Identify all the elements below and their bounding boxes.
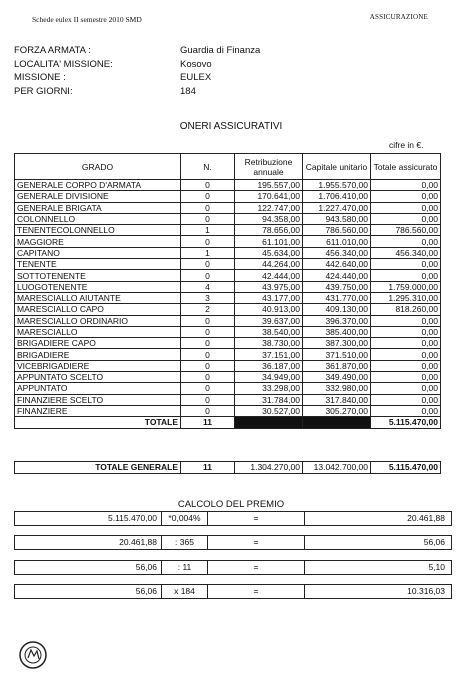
info-label: LOCALITA' MISSIONE: (14, 58, 113, 70)
insurance-table (14, 153, 441, 429)
grado-cell: VICEBRIGADIERE (15, 360, 181, 371)
stamp-logo (18, 640, 48, 670)
table-row (15, 191, 441, 202)
count-cell: 0 (181, 213, 235, 224)
retribuzione-cell: 45.634,00 (235, 247, 303, 258)
retribuzione-cell: 38.540,00 (235, 326, 303, 337)
calc-equals: = (208, 512, 305, 525)
capitale-cell: 332.980,00 (303, 383, 371, 394)
grand-total-retribuzione: 1.304.270,00 (235, 462, 303, 474)
unit-note: cifre in €. (389, 140, 424, 150)
total-value: 5.115.470,00 (371, 417, 441, 428)
grado-cell: APPUNTATO SCELTO (15, 372, 181, 383)
capitale-cell: 431.770,00 (303, 292, 371, 303)
info-row (14, 44, 260, 58)
table-row (15, 259, 441, 270)
table-row (15, 315, 441, 326)
info-label: FORZA ARMATA : (14, 45, 91, 56)
count-cell: 0 (181, 338, 235, 349)
table-row (15, 213, 441, 224)
info-row (14, 85, 260, 99)
document-header-right: ASSICURAZIONE (369, 13, 428, 21)
grado-cell: FINANZIERE SCELTO (15, 394, 181, 405)
calc-equals: = (208, 585, 305, 598)
capitale-cell: 1.706.410,00 (303, 191, 371, 202)
count-cell: 0 (181, 191, 235, 202)
retribuzione-cell: 30.527,00 (235, 405, 303, 416)
capitale-cell: 424.440,00 (303, 270, 371, 281)
column-header: GRADO (15, 154, 181, 180)
table-header-row (15, 154, 441, 180)
totale-cell: 1.759.000,00 (371, 281, 441, 292)
calc-row (14, 584, 452, 599)
total-count: 11 (181, 417, 235, 428)
column-header: Totale assicurato (371, 154, 441, 180)
table-row (15, 247, 441, 258)
info-value: EULEX (180, 72, 212, 83)
totale-cell: 0,00 (371, 259, 441, 270)
calc-title: CALCOLO DEL PREMIO (177, 499, 285, 510)
grado-cell: GENERALE DIVISIONE (15, 191, 181, 202)
table-row (15, 304, 441, 315)
grand-total-row (15, 462, 441, 474)
grand-total-label: TOTALE GENERALE (15, 462, 181, 474)
totale-cell: 0,00 (371, 383, 441, 394)
count-cell: 0 (181, 259, 235, 270)
table-row (15, 360, 441, 371)
grado-cell: MARESCIALLO (15, 326, 181, 337)
capitale-cell: 396.370,00 (303, 315, 371, 326)
capitale-cell: 943.580,00 (303, 213, 371, 224)
grado-cell: GENERALE BRIGATA (15, 202, 181, 213)
info-value: Kosovo (180, 58, 212, 70)
calc-result: 20.461,88 (407, 513, 445, 523)
count-cell: 0 (181, 383, 235, 394)
retribuzione-cell: 61.101,00 (235, 236, 303, 247)
table-row (15, 225, 441, 236)
count-cell: 0 (181, 405, 235, 416)
grado-cell: COLONNELLO (15, 213, 181, 224)
capitale-cell: 409.130,00 (303, 304, 371, 315)
document-header-left: Schede eulex II semestre 2010 SMD (32, 15, 142, 24)
table-row (15, 372, 441, 383)
table-row (15, 281, 441, 292)
mission-info (14, 44, 260, 98)
count-cell: 0 (181, 326, 235, 337)
calc-operator: *0,004% (162, 512, 208, 525)
retribuzione-cell: 195.557,00 (235, 180, 303, 191)
grado-cell: TENENTECOLONNELLO (15, 225, 181, 236)
capitale-cell: 442.640,00 (303, 259, 371, 270)
retribuzione-cell: 39.637,00 (235, 315, 303, 326)
totale-cell: 0,00 (371, 213, 441, 224)
retribuzione-cell: 43.975,00 (235, 281, 303, 292)
column-header: Capitale unitario (303, 154, 371, 180)
retribuzione-cell: 43.177,00 (235, 292, 303, 303)
retribuzione-cell: 34.949,00 (235, 372, 303, 383)
retribuzione-cell: 78.656,00 (235, 225, 303, 236)
section-title: ONERI ASSICURATIVI (179, 121, 283, 132)
calc-operator: : 365 (162, 536, 208, 549)
count-cell: 0 (181, 180, 235, 191)
retribuzione-cell: 38.730,00 (235, 338, 303, 349)
grado-cell: MARESCIALLO CAPO (15, 304, 181, 315)
grado-cell: TENENTE (15, 259, 181, 270)
count-cell: 4 (181, 281, 235, 292)
grado-cell: MAGGIORE (15, 236, 181, 247)
info-row (14, 58, 260, 72)
totale-cell: 0,00 (371, 372, 441, 383)
capitale-cell: 317.840,00 (303, 394, 371, 405)
table-row (15, 326, 441, 337)
table-row (15, 394, 441, 405)
capitale-cell: 786.560,00 (303, 225, 371, 236)
totale-cell: 818.260,00 (371, 304, 441, 315)
count-cell: 0 (181, 270, 235, 281)
info-row (14, 71, 260, 85)
grado-cell: LUOGOTENENTE (15, 281, 181, 292)
table-row (15, 405, 441, 416)
totale-cell: 0,00 (371, 338, 441, 349)
calc-row (14, 560, 452, 575)
table-row (15, 270, 441, 281)
totale-cell: 786.560,00 (371, 225, 441, 236)
capitale-cell: 371.510,00 (303, 349, 371, 360)
grand-total-totale: 5.115.470,00 (371, 462, 441, 474)
column-header: N. (181, 154, 235, 180)
grand-total-count: 11 (181, 462, 235, 474)
capitale-cell: 305.270,00 (303, 405, 371, 416)
calc-row (14, 511, 452, 526)
count-cell: 1 (181, 247, 235, 258)
totale-cell: 0,00 (371, 180, 441, 191)
table-row (15, 180, 441, 191)
calc-operand: 56,06 (15, 561, 162, 574)
table-row (15, 236, 441, 247)
table-row (15, 202, 441, 213)
capitale-cell: 456.340,00 (303, 247, 371, 258)
grand-total-table (14, 461, 441, 474)
grado-cell: MARESCIALLO ORDINARIO (15, 315, 181, 326)
totale-cell: 0,00 (371, 191, 441, 202)
capitale-cell: 361.870,00 (303, 360, 371, 371)
grado-cell: BRIGADIERE CAPO (15, 338, 181, 349)
capitale-cell: 387.300,00 (303, 338, 371, 349)
table-row (15, 338, 441, 349)
grado-cell: MARESCIALLO AIUTANTE (15, 292, 181, 303)
count-cell: 0 (181, 236, 235, 247)
totale-cell: 456.340,00 (371, 247, 441, 258)
calc-operand: 20.461,88 (15, 536, 162, 549)
calc-operator: : 11 (162, 561, 208, 574)
capitale-cell: 349.490,00 (303, 372, 371, 383)
calc-row (14, 535, 452, 550)
grado-cell: CAPITANO (15, 247, 181, 258)
total-row (15, 417, 441, 428)
totale-cell: 0,00 (371, 394, 441, 405)
capitale-cell: 1.227.470,00 (303, 202, 371, 213)
grado-cell: APPUNTATO (15, 383, 181, 394)
grado-cell: GENERALE CORPO D'ARMATA (15, 180, 181, 191)
count-cell: 0 (181, 372, 235, 383)
table-row (15, 292, 441, 303)
totale-cell: 0,00 (371, 270, 441, 281)
retribuzione-cell: 44.264,00 (235, 259, 303, 270)
capitale-cell: 611.010,00 (303, 236, 371, 247)
grado-cell: FINANZIERE (15, 405, 181, 416)
info-value: 184 (180, 85, 196, 97)
total-label: TOTALE (15, 417, 181, 428)
calc-result: 56,06 (423, 537, 445, 547)
count-cell: 0 (181, 202, 235, 213)
totale-cell: 0,00 (371, 360, 441, 371)
count-cell: 1 (181, 225, 235, 236)
totale-cell: 0,00 (371, 236, 441, 247)
info-label: PER GIORNI: (14, 85, 73, 97)
grado-cell: SOTTOTENENTE (15, 270, 181, 281)
totale-cell: 0,00 (371, 315, 441, 326)
retribuzione-cell: 42.444,00 (235, 270, 303, 281)
count-cell: 2 (181, 304, 235, 315)
calc-operand: 56,06 (15, 585, 162, 598)
calc-result: 10.316,03 (407, 586, 445, 596)
info-value: Guardia di Finanza (180, 45, 261, 56)
count-cell: 0 (181, 349, 235, 360)
table-row (15, 383, 441, 394)
capitale-cell: 439.750,00 (303, 281, 371, 292)
retribuzione-cell: 40.913,00 (235, 304, 303, 315)
retribuzione-cell: 122.747,00 (235, 202, 303, 213)
count-cell: 3 (181, 292, 235, 303)
grado-cell: BRIGADIERE (15, 349, 181, 360)
count-cell: 0 (181, 394, 235, 405)
grand-total-capitale: 13.042.700,00 (303, 462, 371, 474)
capitale-cell: 385.400,00 (303, 326, 371, 337)
calc-operator: x 184 (162, 585, 208, 598)
retribuzione-cell: 31.784,00 (235, 394, 303, 405)
redacted-cell (235, 417, 303, 428)
retribuzione-cell: 170.641,00 (235, 191, 303, 202)
table-row (15, 349, 441, 360)
column-header: Retribuzione annuale (235, 154, 303, 180)
totale-cell: 1.295.310,00 (371, 292, 441, 303)
totale-cell: 0,00 (371, 326, 441, 337)
calc-result: 5,10 (428, 562, 445, 572)
totale-cell: 0,00 (371, 202, 441, 213)
totale-cell: 0,00 (371, 405, 441, 416)
redacted-cell (303, 417, 371, 428)
retribuzione-cell: 94.358,00 (235, 213, 303, 224)
capitale-cell: 1.955.570,00 (303, 180, 371, 191)
info-label: MISSIONE : (14, 72, 66, 83)
calc-operand: 5.115.470,00 (15, 512, 162, 525)
calc-equals: = (208, 536, 305, 549)
count-cell: 0 (181, 360, 235, 371)
calc-equals: = (208, 561, 305, 574)
retribuzione-cell: 37.151,00 (235, 349, 303, 360)
retribuzione-cell: 36.187,00 (235, 360, 303, 371)
retribuzione-cell: 33.298,00 (235, 383, 303, 394)
totale-cell: 0,00 (371, 349, 441, 360)
count-cell: 0 (181, 315, 235, 326)
